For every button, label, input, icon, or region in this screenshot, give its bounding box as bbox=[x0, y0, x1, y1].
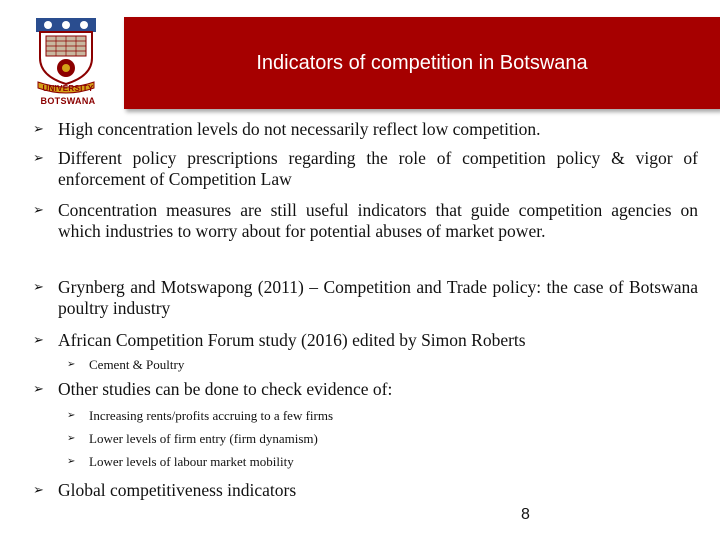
bullet-item: Concentration measures are still useful indicators that guide competition agencies on which industries to worry about for potential abuses of market power. bbox=[58, 200, 698, 241]
bullet-item: African Competition Forum study (2016) edited by Simon Roberts bbox=[58, 330, 526, 350]
logo-line-2: BOTSWANA bbox=[40, 96, 96, 106]
sub-bullet-item: Lower levels of firm entry (firm dynamism) bbox=[89, 431, 318, 446]
bullet-arrow-icon: ➢ bbox=[33, 382, 44, 397]
bullet-item: Global competitiveness indicators bbox=[58, 480, 297, 500]
bullet-item: High concentration levels do not necessarily reflect low competition. bbox=[58, 119, 541, 139]
bullet-arrow-icon: ➢ bbox=[33, 333, 44, 348]
sub-bullet-item: Cement & Poultry bbox=[89, 357, 185, 372]
bullet-arrow-icon: ➢ bbox=[33, 203, 44, 218]
sub-bullet-arrow-icon: ➢ bbox=[67, 410, 76, 421]
logo-wordmark bbox=[32, 84, 104, 106]
slide-title: Indicators of competition in Botswana bbox=[256, 51, 588, 74]
bullet-arrow-icon: ➢ bbox=[33, 280, 44, 295]
sub-bullet-arrow-icon: ➢ bbox=[67, 433, 76, 444]
sub-bullet-arrow-icon: ➢ bbox=[67, 456, 76, 467]
sub-bullet-item: Lower levels of labour market mobility bbox=[89, 454, 294, 469]
bullet-arrow-icon: ➢ bbox=[33, 151, 44, 166]
bullet-item: Grynberg and Motswapong (2011) – Competition and Trade policy: the case of Botswana poultry industry bbox=[58, 277, 698, 318]
logo-line-1: UNIVERSITY bbox=[42, 84, 94, 93]
bullet-item: Different policy prescriptions regarding the role of competition policy & vigor of enforcement of Competition Law bbox=[58, 148, 698, 189]
bullet-item: Other studies can be done to check evidence of: bbox=[58, 379, 393, 399]
sub-bullet-arrow-icon: ➢ bbox=[67, 359, 76, 370]
title-banner bbox=[124, 17, 720, 109]
bullet-arrow-icon: ➢ bbox=[33, 483, 44, 498]
sub-bullet-item: Increasing rents/profits accruing to a few firms bbox=[89, 408, 334, 423]
bullet-arrow-icon: ➢ bbox=[33, 122, 44, 137]
page-number: 8 bbox=[521, 506, 530, 523]
